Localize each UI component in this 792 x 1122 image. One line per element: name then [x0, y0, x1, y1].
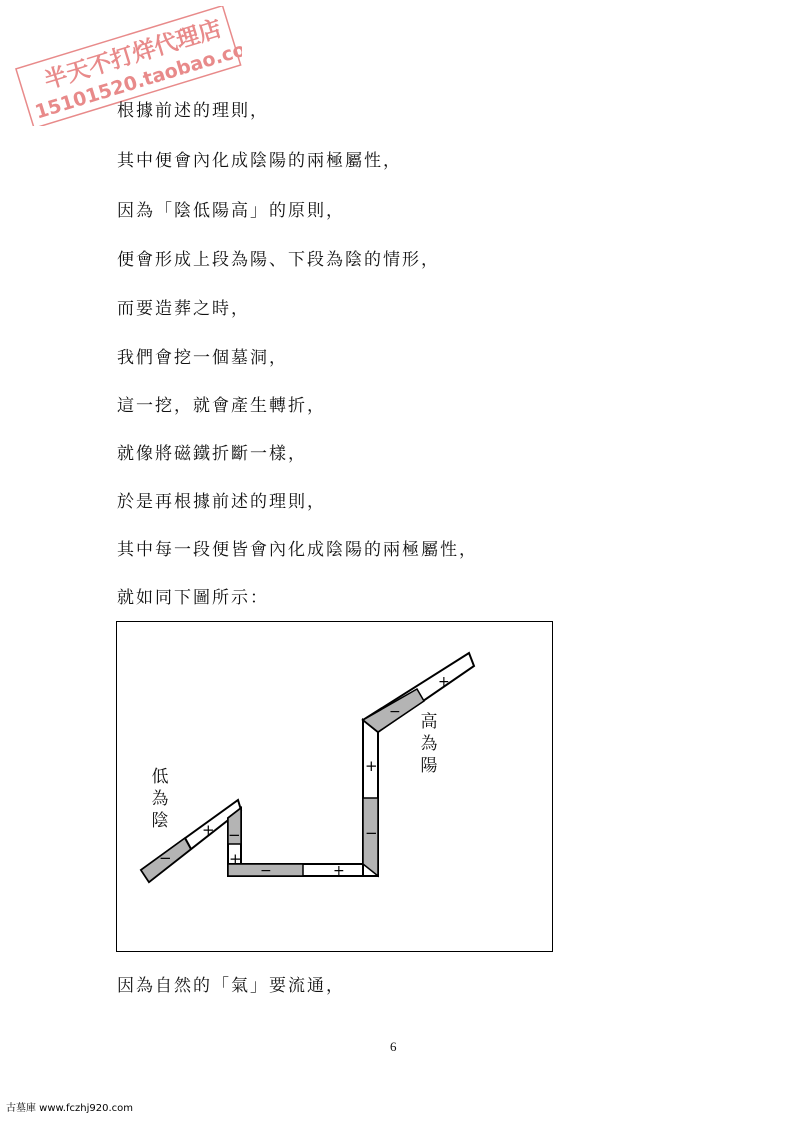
paragraph-line: 其中每一段便皆會內化成陰陽的兩極屬性，	[117, 540, 478, 560]
minus-sign: −	[228, 826, 241, 844]
plus-sign: +	[202, 821, 215, 839]
plus-sign: +	[438, 674, 450, 690]
minus-sign: −	[260, 863, 272, 879]
paragraph-line: 根據前述的理則，	[117, 101, 269, 121]
diagram-drawing	[117, 622, 554, 953]
minus-sign: −	[365, 824, 378, 842]
minus-sign: −	[159, 849, 172, 867]
page-number: 6	[390, 1039, 397, 1054]
label-char: 低	[151, 767, 169, 787]
label-char: 陽	[420, 756, 438, 776]
paragraph-line: 因為自然的「氣」要流通，	[117, 976, 345, 996]
paragraph-line: 而要造葬之時，	[117, 299, 250, 319]
minus-sign: −	[389, 704, 401, 720]
footer-source: 古墓庫 www.fczhj920.com	[6, 1103, 133, 1114]
watermark-line1: 半天不打烊代理店	[41, 15, 225, 95]
label-char: 為	[420, 734, 438, 754]
label-char: 為	[151, 789, 169, 809]
high-yang-label	[419, 711, 439, 777]
label-char: 陰	[151, 811, 169, 831]
paragraph-line: 便會形成上段為陽、下段為陰的情形，	[117, 250, 440, 270]
paragraph-line: 因為「陰低陽高」的原則，	[117, 201, 345, 221]
watermark-line2: 15101520.taobao.com	[32, 32, 242, 124]
plus-sign: +	[229, 850, 242, 868]
paragraph-line: 於是再根據前述的理則，	[117, 492, 326, 512]
paragraph-line: 其中便會內化成陰陽的兩極屬性，	[117, 151, 402, 171]
low-yin-label	[150, 766, 170, 832]
paragraph-line: 我們會挖一個墓洞，	[117, 348, 288, 368]
plus-sign: +	[333, 863, 345, 879]
paragraph-line: 這一挖，就會產生轉折，	[117, 396, 326, 416]
label-char: 高	[420, 712, 438, 732]
paragraph-line: 就如同下圖所示：	[117, 588, 269, 608]
plus-sign: +	[365, 757, 378, 775]
paragraph-line: 就像將磁鐵折斷一樣，	[117, 444, 307, 464]
yin-yang-diagram	[116, 621, 553, 952]
